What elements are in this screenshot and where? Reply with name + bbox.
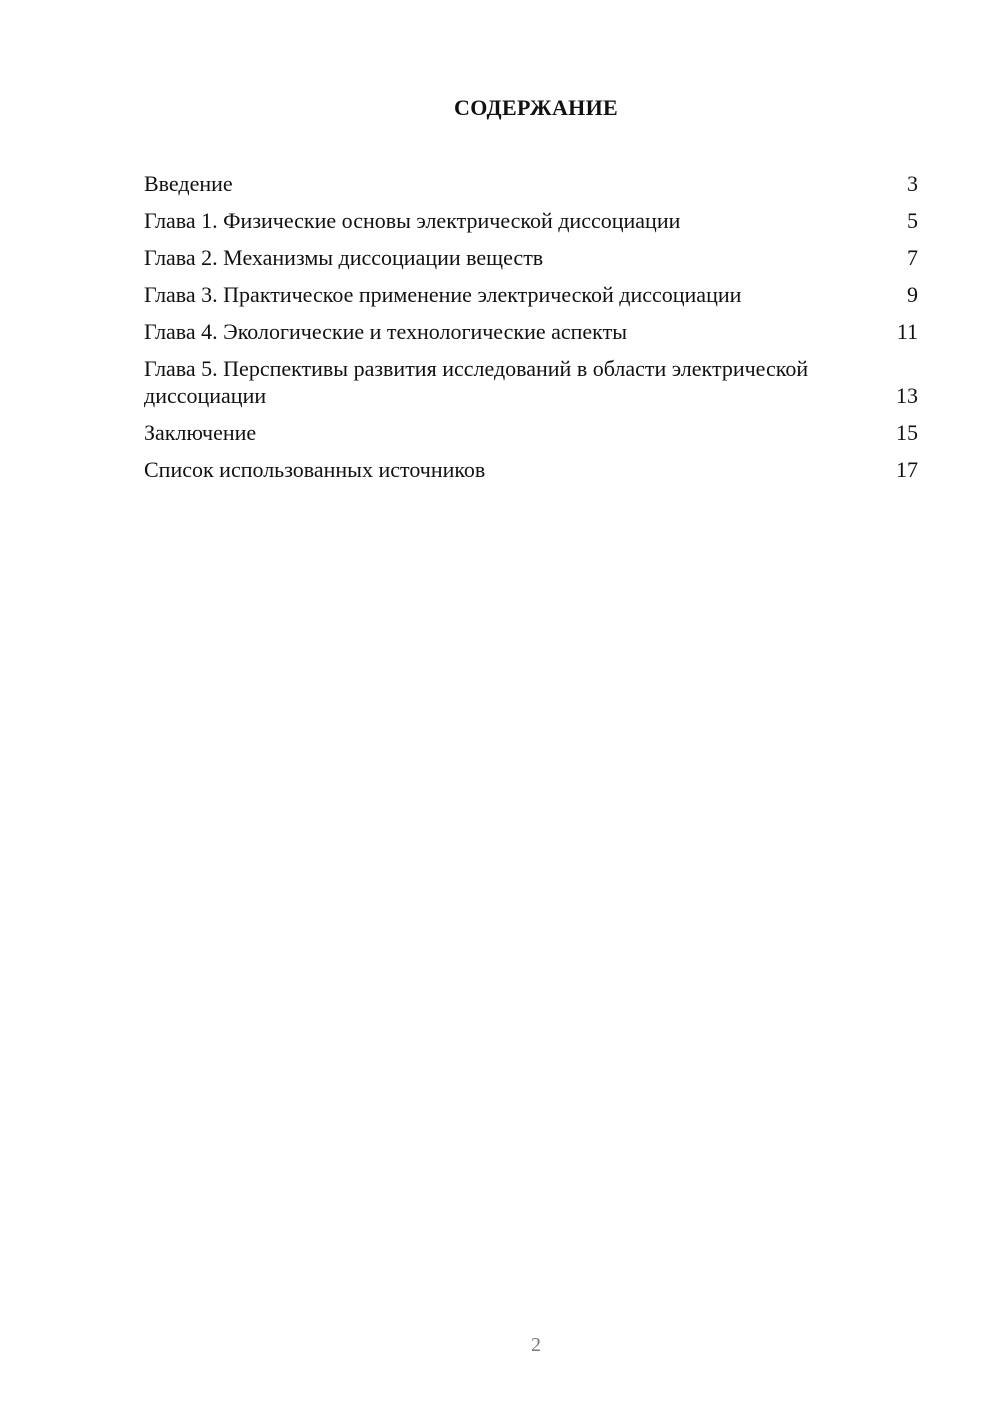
toc-entry-chapter-3[interactable] (144, 281, 918, 308)
toc-entry-page: 17 (896, 457, 918, 482)
toc-entry-page: 7 (907, 245, 918, 270)
toc-entry-page: 15 (896, 420, 918, 445)
toc-entry-title: Глава 1. Физические основы электрической диссоциации (144, 208, 681, 233)
toc-entry-chapter-4[interactable] (144, 318, 918, 345)
toc-entry-title: Глава 3. Практическое применение электрической диссоциации (144, 282, 742, 307)
toc-entry-page: 5 (907, 208, 918, 233)
toc-entry-title: Глава 5. Перспективы развития исследований в области электрической диссоциации (144, 356, 809, 408)
toc-entry-page: 13 (896, 383, 918, 408)
toc-entry-title: Заключение (144, 420, 257, 445)
toc-entry-title: Глава 2. Механизмы диссоциации веществ (144, 245, 544, 270)
toc-entry-chapter-1[interactable] (144, 207, 918, 234)
toc-entry-title: Список использованных источников (144, 457, 486, 482)
toc-entry-title: Глава 4. Экологические и технологические аспекты (144, 319, 627, 344)
toc-entry-page: 11 (896, 319, 918, 344)
toc-heading: СОДЕРЖАНИЕ (454, 95, 618, 120)
page-number: 2 (531, 1334, 541, 1356)
toc-entry-conclusion[interactable] (144, 419, 918, 446)
toc-entry-chapter-5[interactable] (144, 355, 918, 409)
toc-entry-page: 3 (907, 171, 918, 196)
toc-entry-introduction[interactable] (144, 170, 918, 197)
toc-entry-page: 9 (907, 282, 918, 307)
table-of-contents (144, 170, 918, 493)
toc-entry-references[interactable] (144, 456, 918, 483)
toc-entry-chapter-2[interactable] (144, 244, 918, 271)
toc-entry-title: Введение (144, 171, 233, 196)
